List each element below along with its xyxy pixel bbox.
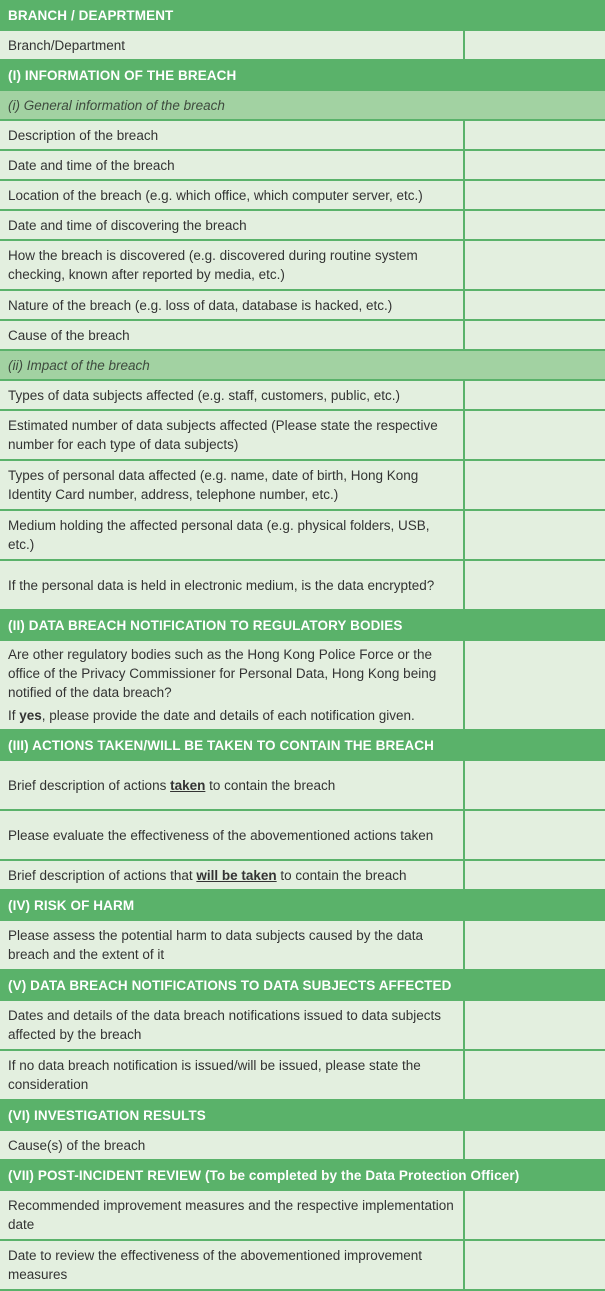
section-title: (VII) POST-INCIDENT REVIEW (To be completed by the Data Protection Officer) [0,1161,605,1189]
form-row [0,1241,605,1289]
field-label: Date and time of discovering the breach [0,211,463,239]
answer-cell[interactable] [463,1191,605,1239]
answer-cell[interactable] [463,381,605,409]
answer-cell[interactable] [463,241,605,289]
question-note [8,706,455,725]
note-prefix: If [8,708,20,723]
answer-cell[interactable] [463,1131,605,1159]
field-label: Types of data subjects affected (e.g. staff, customers, public, etc.) [0,381,463,409]
section-title: (VI) INVESTIGATION RESULTS [0,1101,605,1129]
answer-cell[interactable] [463,151,605,179]
answer-cell[interactable] [463,321,605,349]
field-label: Dates and details of the data breach notifications issued to data subjects affected by the breach [0,1001,463,1049]
note-suffix: , please provide the date and details of each notification given. [41,708,415,723]
question-text: Are other regulatory bodies such as the Hong Kong Police Force or the office of the Privacy Commissioner for Personal Data, Hong Kong being notified of the data breach? [8,647,437,700]
form-row [0,641,605,729]
form-row [0,1191,605,1239]
form-row [0,181,605,209]
answer-cell[interactable] [463,641,605,729]
answer-cell[interactable] [463,511,605,559]
answer-cell[interactable] [463,211,605,239]
answer-cell[interactable] [463,861,605,889]
field-label: Cause of the breach [0,321,463,349]
subsection-header-general [0,91,605,119]
form-row [0,291,605,319]
form-row [0,921,605,969]
field-label: Description of the breach [0,121,463,149]
field-label: Please assess the potential harm to data subjects caused by the data breach and the extent of it [0,921,463,969]
field-label: Date and time of the breach [0,151,463,179]
field-label: Estimated number of data subjects affected (Please state the respective number for each type of data subjects) [0,411,463,459]
form-row [0,511,605,559]
section-title: (II) DATA BREACH NOTIFICATION TO REGULATORY BODIES [0,611,605,639]
section-header-subject-notifications [0,971,605,999]
field-label: If the personal data is held in electronic medium, is the data encrypted? [0,561,463,609]
form-row [0,31,605,59]
answer-cell[interactable] [463,461,605,509]
section-header-risk-of-harm [0,891,605,919]
label-suffix: to contain the breach [276,867,407,883]
subsection-title: (ii) Impact of the breach [0,351,605,379]
field-label: Cause(s) of the breach [0,1131,463,1159]
answer-cell[interactable] [463,921,605,969]
form-row [0,811,605,859]
field-label: Date to review the effectiveness of the abovementioned improvement measures [0,1241,463,1289]
label-suffix: to contain the breach [205,777,336,793]
section-header-actions [0,731,605,759]
section-header-information [0,61,605,89]
answer-cell[interactable] [463,561,605,609]
field-label [0,761,463,809]
answer-cell[interactable] [463,761,605,809]
section-title: BRANCH / DEAPRTMENT [0,1,605,29]
note-yes: yes [19,708,42,723]
label-prefix: Brief description of actions [8,777,171,793]
form-row [0,241,605,289]
form-row [0,211,605,239]
form-row [0,321,605,349]
label-emphasis: taken [170,777,206,793]
section-title: (III) ACTIONS TAKEN/WILL BE TAKEN TO CONTAIN THE BREACH [0,731,605,759]
form-row [0,381,605,409]
form-row [0,461,605,509]
form-row [0,1051,605,1099]
answer-cell[interactable] [463,1241,605,1289]
section-header-regulatory-notification [0,611,605,639]
label-prefix: Brief description of actions that [8,867,197,883]
form-row [0,151,605,179]
section-header-investigation [0,1101,605,1129]
section-header-branch [0,1,605,29]
answer-cell[interactable] [463,811,605,859]
answer-cell[interactable] [463,411,605,459]
answer-cell[interactable] [463,121,605,149]
branch-department-input[interactable] [463,31,605,59]
field-label [0,641,463,729]
answer-cell[interactable] [463,1051,605,1099]
form-row [0,561,605,609]
form-row [0,411,605,459]
answer-cell[interactable] [463,181,605,209]
section-title: (V) DATA BREACH NOTIFICATIONS TO DATA SUBJECTS AFFECTED [0,971,605,999]
label-emphasis: will be taken [196,867,277,883]
form-row [0,761,605,809]
form-row [0,1131,605,1159]
answer-cell[interactable] [463,291,605,319]
field-label: How the breach is discovered (e.g. discovered during routine system checking, known after reported by media, etc.) [0,241,463,289]
section-title: (IV) RISK OF HARM [0,891,605,919]
answer-cell[interactable] [463,1001,605,1049]
field-label: Nature of the breach (e.g. loss of data, database is hacked, etc.) [0,291,463,319]
section-header-post-incident-review [0,1161,605,1189]
field-label: If no data breach notification is issued/will be issued, please state the consideration [0,1051,463,1099]
form-row [0,861,605,889]
field-label: Medium holding the affected personal data (e.g. physical folders, USB, etc.) [0,511,463,559]
field-label: Types of personal data affected (e.g. name, date of birth, Hong Kong Identity Card number, address, telephone number, etc.) [0,461,463,509]
subsection-title: (i) General information of the breach [0,91,605,119]
section-title: (I) INFORMATION OF THE BREACH [0,61,605,89]
field-label: Branch/Department [0,31,463,59]
field-label: Please evaluate the effectiveness of the abovementioned actions taken [0,811,463,859]
form-row [0,1001,605,1049]
field-label: Recommended improvement measures and the respective implementation date [0,1191,463,1239]
field-label [0,861,463,889]
field-label: Location of the breach (e.g. which office, which computer server, etc.) [0,181,463,209]
subsection-header-impact [0,351,605,379]
form-row [0,121,605,149]
